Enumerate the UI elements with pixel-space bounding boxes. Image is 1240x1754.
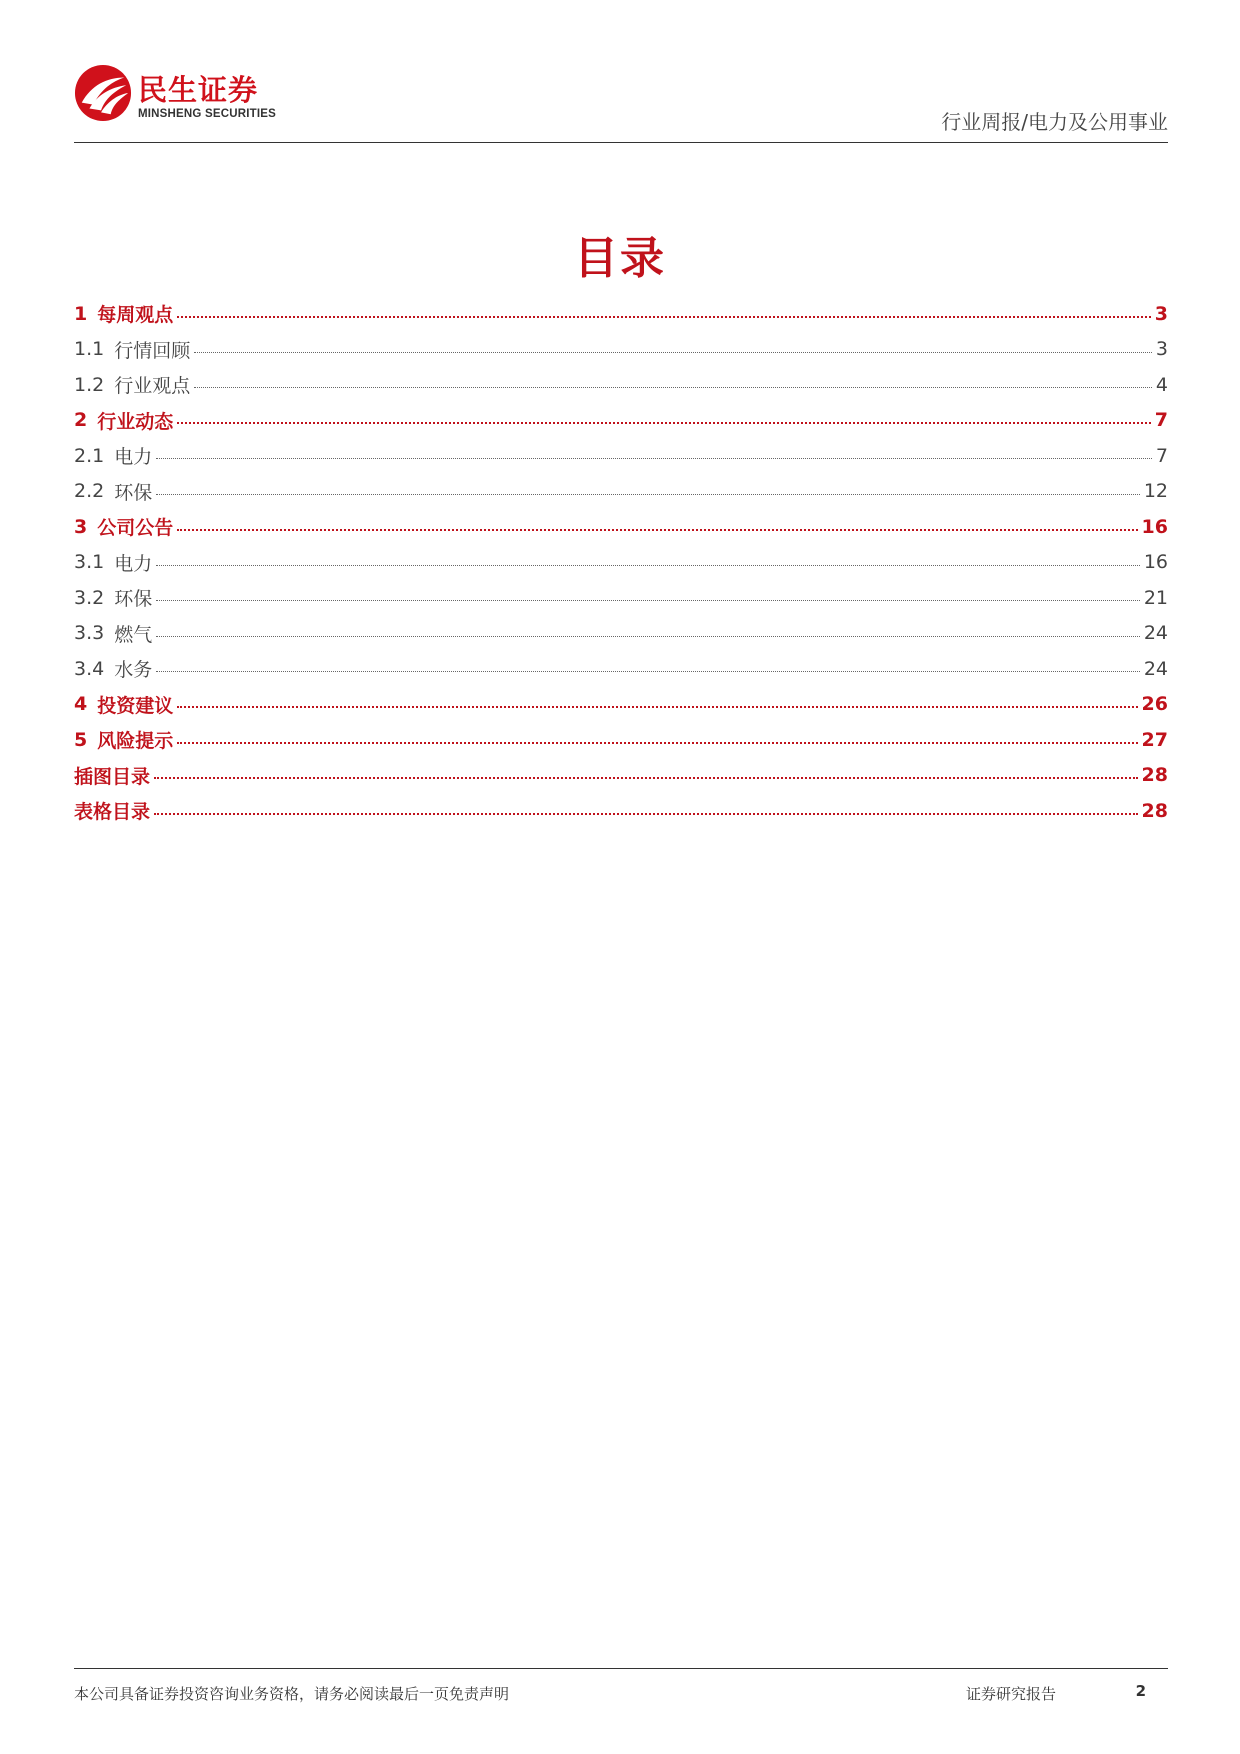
toc-entry-number: 3.3 [74,622,105,645]
minsheng-logo-icon [74,64,132,122]
toc-dot-leader [156,458,1152,459]
toc-entry-label: 行业观点 [114,375,191,398]
toc-dot-leader [177,316,1151,318]
toc-entry-subsection[interactable] [74,580,1168,616]
toc-entry-label: 每周观点 [97,304,174,327]
toc-entry-label: 公司公告 [97,517,174,540]
toc-entry-subsection[interactable] [74,474,1168,510]
toc-dot-leader [177,529,1137,531]
toc-entry-subsection[interactable] [74,367,1168,403]
toc-entry-page: 4 [1155,373,1168,396]
logo-text-en: MINSHENG SECURITIES [138,108,276,120]
toc-entry-label: 电力 [114,446,153,469]
toc-dot-leader [177,742,1137,744]
header-divider [74,142,1168,143]
toc-entry-label: 行业动态 [97,410,174,433]
toc-entry-label: 环保 [114,481,153,504]
page-number: 2 [1135,1682,1146,1700]
table-of-contents [74,296,1168,829]
toc-dot-leader [177,422,1151,424]
toc-entry-number: 1 [74,302,88,325]
toc-entry-section[interactable] [74,296,1168,332]
toc-dot-leader [156,671,1140,672]
toc-dot-leader [156,565,1140,566]
toc-entry-page: 7 [1154,409,1168,432]
toc-dot-leader [154,813,1138,815]
toc-entry-label: 行情回顾 [114,339,191,362]
footer-doc-type: 证券研究报告 [966,1685,1057,1703]
toc-entry-label: 电力 [114,552,153,575]
toc-entry-number: 2.1 [74,444,105,467]
toc-entry-number: 2.2 [74,480,105,503]
toc-dot-leader [194,387,1152,388]
toc-entry-page: 28 [1141,799,1168,822]
toc-entry-number: 2 [74,409,88,432]
toc-entry-section[interactable] [74,793,1168,829]
toc-entry-number: 3.2 [74,586,105,609]
toc-entry-section[interactable] [74,687,1168,723]
toc-dot-leader [177,706,1137,708]
toc-dot-leader [156,600,1140,601]
toc-entry-label: 表格目录 [74,801,151,824]
footer-divider [74,1668,1168,1669]
toc-entry-subsection[interactable] [74,438,1168,474]
toc-entry-page: 12 [1143,480,1168,503]
toc-dot-leader [194,352,1152,353]
toc-entry-page: 26 [1141,693,1168,716]
toc-entry-subsection[interactable] [74,545,1168,581]
toc-entry-label: 插图目录 [74,765,151,788]
toc-entry-number: 4 [74,693,88,716]
logo-text-cn: 民生证券 [138,73,259,107]
toc-entry-number: 1.2 [74,373,105,396]
footer-disclaimer: 本公司具备证券投资咨询业务资格，请务必阅读最后一页免责声明 [74,1685,510,1703]
toc-entry-label: 环保 [114,588,153,611]
toc-entry-label: 风险提示 [97,730,174,753]
toc-entry-page: 16 [1143,551,1168,574]
toc-entry-subsection[interactable] [74,651,1168,687]
toc-entry-number: 3.1 [74,551,105,574]
toc-entry-label: 燃气 [114,623,153,646]
toc-dot-leader [154,777,1138,779]
toc-dot-leader [156,494,1140,495]
toc-entry-page: 28 [1141,764,1168,787]
report-category: 行业周报/电力及公用事业 [941,110,1168,134]
toc-entry-page: 3 [1154,302,1168,325]
toc-entry-subsection[interactable] [74,616,1168,652]
toc-entry-page: 21 [1143,586,1168,609]
toc-entry-label: 水务 [114,659,153,682]
toc-entry-subsection[interactable] [74,332,1168,368]
toc-entry-page: 24 [1143,622,1168,645]
toc-entry-number: 1.1 [74,338,105,361]
toc-entry-page: 7 [1155,444,1168,467]
toc-dot-leader [156,636,1140,637]
toc-entry-label: 投资建议 [97,694,174,717]
toc-entry-section[interactable] [74,509,1168,545]
toc-entry-page: 16 [1141,515,1168,538]
page-header [74,62,1168,142]
toc-entry-number: 5 [74,728,88,751]
toc-entry-section[interactable] [74,722,1168,758]
toc-entry-number: 3 [74,515,88,538]
toc-title: 目录 [574,233,666,284]
company-logo [74,62,314,132]
toc-entry-page: 24 [1143,657,1168,680]
toc-entry-page: 27 [1141,728,1168,751]
toc-entry-section[interactable] [74,758,1168,794]
toc-entry-number: 3.4 [74,657,105,680]
toc-entry-section[interactable] [74,403,1168,439]
toc-entry-page: 3 [1155,338,1168,361]
